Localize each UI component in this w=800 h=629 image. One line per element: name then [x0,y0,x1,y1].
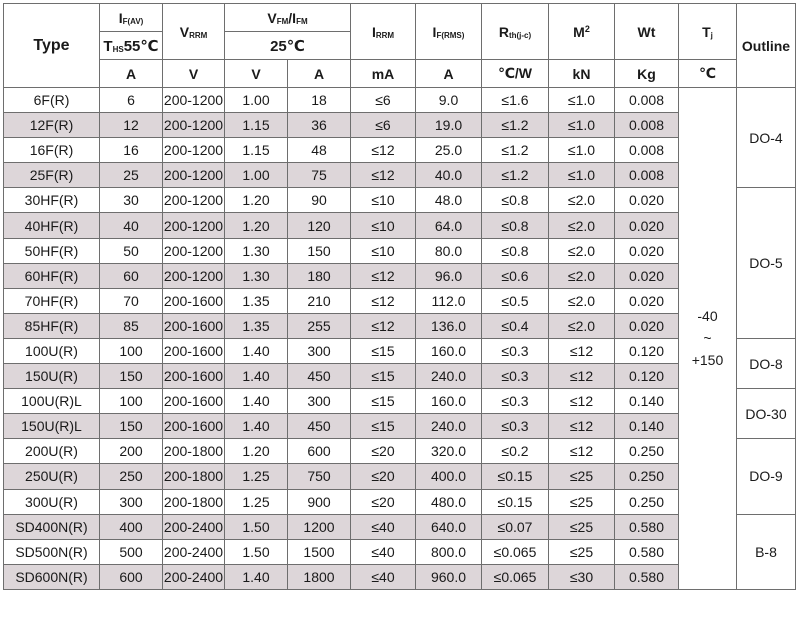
cell-vrrm: 200-1600 [163,364,225,389]
cell-ifm: 75 [288,163,351,188]
cell-vrrm: 200-1200 [163,113,225,138]
cell-ifrms: 112.0 [416,288,482,313]
cell-vrrm: 200-1600 [163,389,225,414]
cell-rth: ≤1.2 [482,113,549,138]
cell-ifm: 36 [288,113,351,138]
cell-ifrms: 25.0 [416,138,482,163]
cell-outline: DO-8 [737,338,796,388]
diode-spec-table [3,3,796,590]
cell-vrrm: 200-2400 [163,539,225,564]
cell-ifm: 300 [288,338,351,363]
unit-ifrms: A [416,60,482,88]
cell-ifm: 450 [288,364,351,389]
cell-vfm: 1.00 [225,88,288,113]
cell-type: 150U(R)L [4,414,100,439]
cell-ifav: 400 [100,514,163,539]
cell-rth: ≤0.4 [482,313,549,338]
cell-ifav: 150 [100,414,163,439]
cell-ifm: 450 [288,414,351,439]
cell-wt: 0.580 [615,564,679,589]
cell-type: SD600N(R) [4,564,100,589]
table-row [4,313,796,338]
cell-irrm: ≤10 [351,238,416,263]
cell-vrrm: 200-1200 [163,213,225,238]
cell-ifm: 900 [288,489,351,514]
cell-m: ≤12 [549,338,615,363]
cell-rth: ≤0.6 [482,263,549,288]
unit-ifm: A [288,60,351,88]
cell-ifrms: 64.0 [416,213,482,238]
table-row [4,338,796,363]
cell-ifm: 18 [288,88,351,113]
header-outline: Outline [737,4,796,88]
unit-ifav: A [100,60,163,88]
header-m2: $M^2$ [549,4,615,60]
cell-type: 16F(R) [4,138,100,163]
cell-wt: 0.120 [615,364,679,389]
cell-irrm: ≤20 [351,489,416,514]
cell-vfm: 1.40 [225,389,288,414]
cell-vfm: 1.00 [225,163,288,188]
cell-ifm: 1500 [288,539,351,564]
cell-vrrm: 200-1200 [163,138,225,163]
cell-ifav: 100 [100,338,163,363]
header-rth: Rth(j-c) [482,4,549,60]
cell-ifav: 150 [100,364,163,389]
cell-vfm: 1.50 [225,539,288,564]
table-row [4,564,796,589]
cell-m: ≤12 [549,364,615,389]
cell-type: 85HF(R) [4,313,100,338]
cell-m: ≤12 [549,414,615,439]
cell-ifm: 750 [288,464,351,489]
cell-vrrm: 200-1800 [163,464,225,489]
cell-rth: ≤0.8 [482,188,549,213]
cell-wt: 0.008 [615,163,679,188]
cell-ifm: 48 [288,138,351,163]
cell-type: 200U(R) [4,439,100,464]
cell-ifrms: 320.0 [416,439,482,464]
cell-ifm: 210 [288,288,351,313]
cell-vrrm: 200-1600 [163,414,225,439]
cell-type: SD500N(R) [4,539,100,564]
cell-ifrms: 640.0 [416,514,482,539]
unit-vfm: V [225,60,288,88]
cell-irrm: ≤20 [351,464,416,489]
cell-type: SD400N(R) [4,514,100,539]
cell-ifrms: 400.0 [416,464,482,489]
cell-vrrm: 200-1600 [163,313,225,338]
cell-m: ≤2.0 [549,288,615,313]
cell-wt: 0.008 [615,138,679,163]
unit-m2: kN [549,60,615,88]
cell-ifav: 40 [100,213,163,238]
table-row [4,88,796,113]
cell-ifrms: 480.0 [416,489,482,514]
cell-type: 100U(R)L [4,389,100,414]
cell-rth: ≤0.2 [482,439,549,464]
cell-m: ≤25 [549,539,615,564]
cell-irrm: ≤15 [351,389,416,414]
cell-rth: ≤0.07 [482,514,549,539]
cell-m: ≤1.0 [549,88,615,113]
table-row [4,514,796,539]
cell-vfm: 1.20 [225,439,288,464]
cell-m: ≤25 [549,489,615,514]
cell-m: ≤1.0 [549,113,615,138]
cell-irrm: ≤6 [351,113,416,138]
cell-ifav: 250 [100,464,163,489]
cell-irrm: ≤12 [351,313,416,338]
cell-vrrm: 200-1800 [163,489,225,514]
cell-wt: 0.020 [615,188,679,213]
cell-type: 250U(R) [4,464,100,489]
cell-type: 6F(R) [4,88,100,113]
header-vfm-ifm: VFM/IFM [225,4,351,32]
cell-ifm: 90 [288,188,351,213]
unit-wt: Kg [615,60,679,88]
table-row [4,113,796,138]
cell-vrrm: 200-1200 [163,188,225,213]
cell-wt: 0.580 [615,539,679,564]
header-wt: Wt [615,4,679,60]
cell-rth: ≤0.8 [482,238,549,263]
cell-type: 60HF(R) [4,263,100,288]
header-irrm: IRRM [351,4,416,60]
cell-type: 150U(R) [4,364,100,389]
cell-vfm: 1.50 [225,514,288,539]
header-tj: Tj [679,4,737,60]
cell-vfm: 1.25 [225,489,288,514]
cell-vfm: 1.15 [225,113,288,138]
cell-ifm: 600 [288,439,351,464]
cell-ifm: 120 [288,213,351,238]
cell-m: ≤25 [549,514,615,539]
cell-irrm: ≤12 [351,163,416,188]
cell-rth: ≤0.15 [482,464,549,489]
cell-tj-range [679,88,737,590]
tj-range-low: -40 [697,308,718,325]
cell-ifav: 60 [100,263,163,288]
cell-m: ≤2.0 [549,213,615,238]
cell-ifm: 1800 [288,564,351,589]
cell-vrrm: 200-1200 [163,263,225,288]
cell-m: ≤12 [549,439,615,464]
cell-irrm: ≤40 [351,514,416,539]
cell-vfm: 1.20 [225,188,288,213]
cell-m: ≤1.0 [549,163,615,188]
cell-m: ≤1.0 [549,138,615,163]
cell-vfm: 1.20 [225,213,288,238]
cell-vrrm: 200-2400 [163,564,225,589]
cell-wt: 0.020 [615,288,679,313]
cell-irrm: ≤12 [351,288,416,313]
cell-wt: 0.020 [615,238,679,263]
header-ifav: IF(AV) [100,4,163,32]
cell-type: 12F(R) [4,113,100,138]
cell-ifav: 25 [100,163,163,188]
cell-m: ≤12 [549,389,615,414]
cell-wt: 0.250 [615,489,679,514]
cell-vfm: 1.15 [225,138,288,163]
cell-wt: 0.250 [615,464,679,489]
cell-ifav: 50 [100,238,163,263]
cell-ifav: 500 [100,539,163,564]
cell-type: 100U(R) [4,338,100,363]
cell-type: 30HF(R) [4,188,100,213]
cell-irrm: ≤12 [351,263,416,288]
cell-ifm: 150 [288,238,351,263]
cell-ifrms: 80.0 [416,238,482,263]
cell-wt: 0.140 [615,389,679,414]
cell-rth: ≤0.3 [482,414,549,439]
cell-type: 70HF(R) [4,288,100,313]
cell-irrm: ≤15 [351,364,416,389]
cell-wt: 0.008 [615,113,679,138]
cell-vfm: 1.40 [225,414,288,439]
header-ifrms: IF(RMS) [416,4,482,60]
cell-ifrms: 136.0 [416,313,482,338]
cell-wt: 0.580 [615,514,679,539]
cell-outline: B-8 [737,514,796,589]
cell-ifav: 12 [100,113,163,138]
cell-ifrms: 160.0 [416,389,482,414]
cell-ifrms: 40.0 [416,163,482,188]
cell-irrm: ≤40 [351,564,416,589]
cell-type: 40HF(R) [4,213,100,238]
cell-rth: ≤0.3 [482,364,549,389]
cell-wt: 0.140 [615,414,679,439]
cell-ifrms: 96.0 [416,263,482,288]
table-row [4,238,796,263]
unit-rth: ℃/W [482,60,549,88]
cell-irrm: ≤15 [351,414,416,439]
cell-ifrms: 48.0 [416,188,482,213]
cell-m: ≤2.0 [549,238,615,263]
cell-outline: DO-30 [737,389,796,439]
cell-rth: ≤0.065 [482,539,549,564]
tj-range-high: +150 [691,352,724,369]
cell-type: 300U(R) [4,489,100,514]
cell-irrm: ≤6 [351,88,416,113]
cell-ifav: 85 [100,313,163,338]
cell-m: ≤30 [549,564,615,589]
cell-rth: ≤0.3 [482,389,549,414]
cell-ifav: 200 [100,439,163,464]
cell-m: ≤2.0 [549,313,615,338]
table-row [4,439,796,464]
cell-outline: DO-5 [737,188,796,339]
header-25c-condition: 25℃ [225,32,351,60]
cell-vrrm: 200-1200 [163,238,225,263]
table-row [4,288,796,313]
cell-ifav: 6 [100,88,163,113]
cell-vfm: 1.40 [225,364,288,389]
cell-ifrms: 960.0 [416,564,482,589]
table-row [4,213,796,238]
cell-ifav: 300 [100,489,163,514]
cell-vfm: 1.40 [225,564,288,589]
unit-tj: ℃ [679,60,737,88]
cell-outline: DO-4 [737,88,796,188]
cell-vrrm: 200-1600 [163,288,225,313]
cell-wt: 0.008 [615,88,679,113]
cell-ifrms: 19.0 [416,113,482,138]
cell-irrm: ≤40 [351,539,416,564]
cell-ifav: 30 [100,188,163,213]
cell-irrm: ≤20 [351,439,416,464]
cell-m: ≤2.0 [549,188,615,213]
cell-ifav: 70 [100,288,163,313]
cell-ifrms: 160.0 [416,338,482,363]
header-ths-condition: THS55℃ [100,32,163,60]
table-row [4,389,796,414]
cell-ifm: 255 [288,313,351,338]
cell-outline: DO-9 [737,439,796,514]
cell-ifrms: 240.0 [416,414,482,439]
cell-vrrm: 200-1600 [163,338,225,363]
cell-irrm: ≤15 [351,338,416,363]
header-row-units [4,60,796,88]
cell-irrm: ≤10 [351,188,416,213]
cell-wt: 0.250 [615,439,679,464]
cell-rth: ≤0.8 [482,213,549,238]
table-row [4,163,796,188]
cell-m: ≤25 [549,464,615,489]
cell-irrm: ≤10 [351,213,416,238]
cell-type: 25F(R) [4,163,100,188]
cell-vrrm: 200-1800 [163,439,225,464]
cell-ifm: 1200 [288,514,351,539]
tj-range-tilde: ~ [703,330,712,347]
cell-ifm: 180 [288,263,351,288]
cell-ifrms: 9.0 [416,88,482,113]
table-row [4,138,796,163]
cell-rth: ≤0.15 [482,489,549,514]
table-row [4,464,796,489]
unit-irrm: mA [351,60,416,88]
table-row [4,364,796,389]
cell-vrrm: 200-1200 [163,88,225,113]
cell-vfm: 1.35 [225,288,288,313]
cell-type: 50HF(R) [4,238,100,263]
spec-table-container [3,3,796,590]
table-row [4,489,796,514]
cell-ifav: 600 [100,564,163,589]
cell-vfm: 1.30 [225,238,288,263]
header-vrrm: VRRM [163,4,225,60]
table-row [4,263,796,288]
cell-irrm: ≤12 [351,138,416,163]
header-row-params [4,4,796,32]
table-row [4,188,796,213]
cell-vrrm: 200-2400 [163,514,225,539]
cell-wt: 0.020 [615,263,679,288]
cell-ifm: 300 [288,389,351,414]
cell-vfm: 1.40 [225,338,288,363]
table-row [4,539,796,564]
cell-rth: ≤0.065 [482,564,549,589]
cell-rth: ≤1.2 [482,163,549,188]
unit-vrrm: V [163,60,225,88]
cell-m: ≤2.0 [549,263,615,288]
cell-wt: 0.020 [615,213,679,238]
header-type: Type [4,4,100,88]
cell-wt: 0.120 [615,338,679,363]
cell-ifrms: 240.0 [416,364,482,389]
cell-vfm: 1.25 [225,464,288,489]
cell-rth: ≤0.3 [482,338,549,363]
cell-vfm: 1.30 [225,263,288,288]
cell-ifav: 100 [100,389,163,414]
cell-rth: ≤0.5 [482,288,549,313]
cell-ifrms: 800.0 [416,539,482,564]
cell-rth: ≤1.2 [482,138,549,163]
cell-rth: ≤1.6 [482,88,549,113]
cell-wt: 0.020 [615,313,679,338]
cell-vfm: 1.35 [225,313,288,338]
cell-vrrm: 200-1200 [163,163,225,188]
cell-ifav: 16 [100,138,163,163]
table-body [4,88,796,590]
table-row [4,414,796,439]
